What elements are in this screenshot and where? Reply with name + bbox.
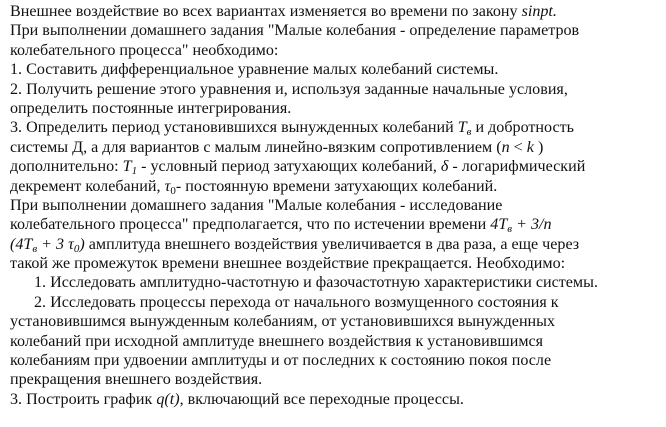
text-line [10, 273, 662, 292]
text-run: 1. Исследовать амплитудно-частотную и фазочастотную характеристики системы. [34, 274, 598, 292]
italic-text: (4 [10, 235, 24, 253]
text-run: амплитуда внешнего воздействия увеличивается в два раза, а еще через [84, 235, 580, 253]
text-line [10, 332, 662, 351]
text-line [10, 370, 662, 389]
text-line [10, 312, 662, 331]
text-run: 2. Исследовать процессы перехода от начального возмущенного состояния к [34, 293, 559, 311]
italic-text: δ [440, 158, 449, 176]
text-run: колебательного процесса" предполагается, что по истечении времени [10, 216, 491, 234]
text-line [10, 80, 662, 99]
text-run: ) [533, 138, 544, 156]
text-run: колебаниям при удвоении амплитуды и от последних к состоянию покоя после [10, 352, 552, 370]
text-run: определить постоянные интегрирования. [10, 99, 292, 117]
text-line [10, 177, 662, 196]
italic-text: ) [79, 235, 85, 253]
italic-text: T [23, 235, 33, 253]
text-run: Внешнее воздействие во всех вариантах изменяется во времени по закону [10, 3, 522, 20]
text-line [10, 60, 662, 79]
text-run: При выполнении домашнего задания "Малые колебания - исследование [10, 196, 503, 214]
text-run: колебательного процесса" необходимо: [10, 41, 279, 59]
italic-text: + 3 [37, 235, 69, 253]
italic-text: n [543, 216, 552, 234]
document-body [10, 2, 662, 409]
text-run: 3. Построить график [10, 390, 157, 408]
subscript: в [466, 126, 472, 139]
text-run: прекращения внешнего воздействия. [10, 371, 263, 389]
subscript: 1 [131, 165, 138, 178]
text-run: < [509, 138, 527, 156]
text-line [10, 196, 662, 215]
text-line [10, 21, 662, 40]
subscript: 0 [73, 242, 80, 255]
text-line [10, 215, 662, 234]
italic-text: q(t) [156, 390, 180, 408]
italic-text: τ [68, 235, 74, 253]
subscript: 0 [170, 184, 176, 197]
text-run: - постоянную времени затухающих колебаний. [175, 177, 498, 195]
text-run: , включающий все переходные процессы. [179, 390, 464, 408]
text-run: колебаний при исходной амплитуде внешнего воздействия к установившимся [10, 332, 544, 350]
italic-text: sinpt. [521, 3, 557, 20]
text-run: установившимся вынужденным колебаниям, от установившихся вынужденных [10, 313, 556, 331]
text-run: такой же промежуток времени внешнее воздействие прекращается. Необходимо: [10, 255, 566, 273]
text-line [10, 2, 662, 21]
text-line [10, 351, 662, 370]
text-run: системы Д, а для вариантов с малым линейно-вязким сопротивлением ( [10, 138, 502, 156]
text-run: и добротность [471, 119, 575, 137]
text-run: - условный период затухающих колебаний, [137, 158, 441, 176]
text-line [10, 390, 662, 409]
text-run: 1. Составить дифференциальное уравнение малых колебаний системы. [10, 61, 499, 79]
text-run: дополнительно: [10, 158, 123, 176]
text-run: - логарифмический [448, 158, 586, 176]
subscript: в [507, 223, 513, 236]
italic-text: τ [164, 177, 171, 195]
text-line [10, 293, 662, 312]
text-run: 3. Определить период установившихся вынужденных колебаний [10, 119, 458, 137]
subscript: в [32, 242, 38, 255]
text-run: 2. Получить решение этого уравнения и, используя заданные начальные условия, [10, 80, 568, 98]
text-line [10, 99, 662, 118]
italic-text: T [457, 119, 467, 137]
text-line [10, 41, 662, 60]
text-run: При выполнении домашнего задания "Малые колебания - определение параметров [10, 22, 580, 40]
italic-text: n [501, 138, 510, 156]
italic-text: T [122, 158, 132, 176]
text-line [10, 118, 662, 137]
italic-text: + 3/ [512, 216, 544, 234]
italic-text: 4T [490, 216, 508, 234]
text-line [10, 254, 662, 273]
italic-text: k [526, 138, 534, 156]
text-run: декремент колебаний, [10, 177, 165, 195]
text-line [10, 157, 662, 176]
text-line [10, 235, 662, 254]
text-line [10, 138, 662, 157]
